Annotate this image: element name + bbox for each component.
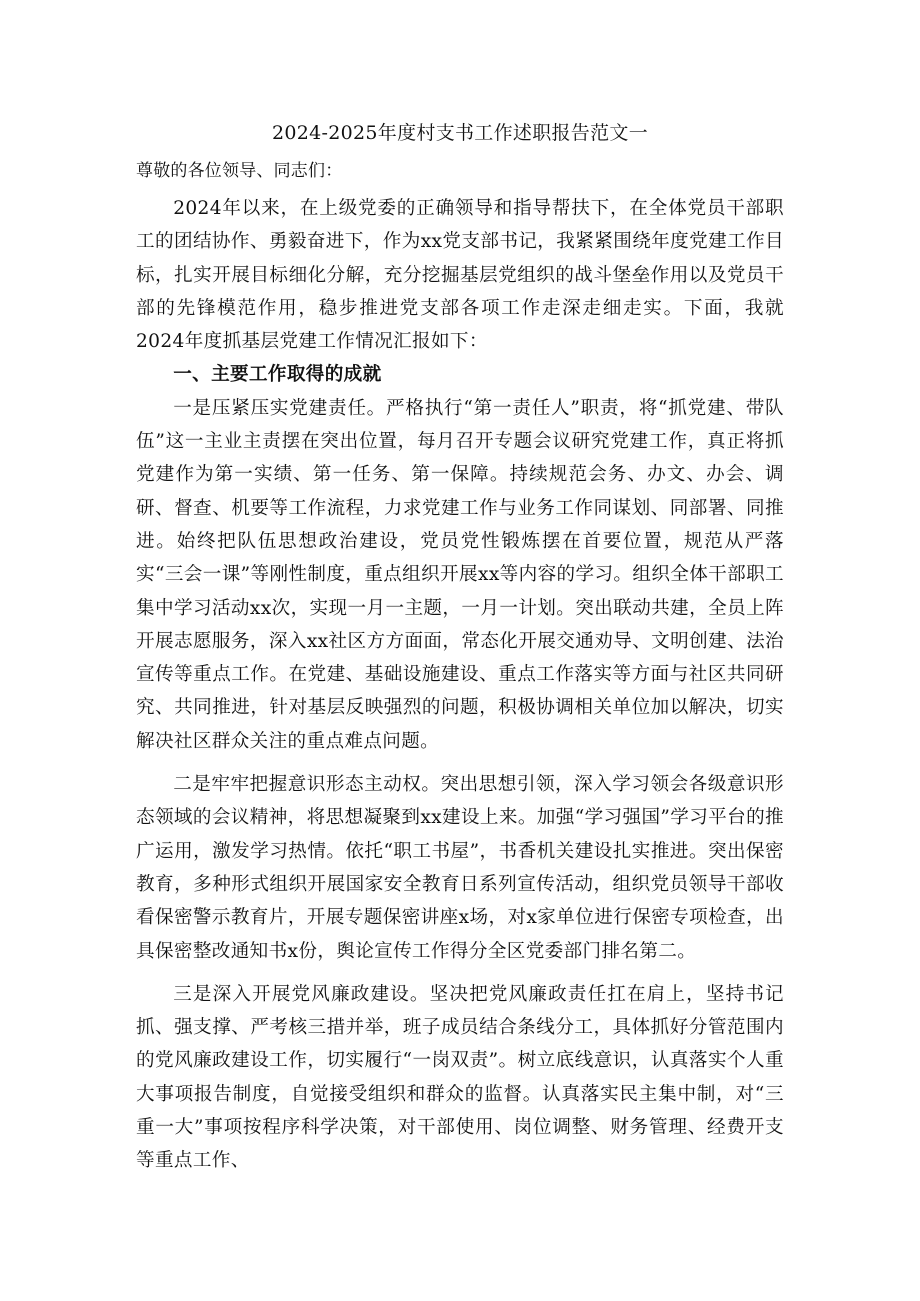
- document-body: [136, 156, 784, 1178]
- section-heading: 一、主要工作取得的成就: [173, 364, 382, 386]
- body-paragraph-3: 三是深入开展党风廉政建设。坚决把党风廉政责任扛在肩上，坚持书记抓、强支撑、严考核三措并举，班子成员结合条线分工，具体抓好分管范围内的党风廉政建设工作，切实履行“一岗双责”。树立底线意识，认真落实个人重大事项报告制度，自觉接受组织和群众的监督。认真落实民主集中制，对“三重一大”事项按程序科学决策，对干部使用、岗位调整、财务管理、经费开支等重点工作、: [136, 983, 784, 1172]
- document-title: 2024-2025年度村支书工作述职报告范文一: [271, 122, 649, 144]
- body-paragraph-2: 二是牢牢把握意识形态主动权。突出思想引领，深入学习领会各级意识形态领域的会议精神，将思想凝聚到xx建设上来。加强“学习强国”学习平台的推广运用，激发学习热情。依托“职工书屋”，书香机关建设扎实推进。突出保密教育，多种形式组织开展国家安全教育日系列宣传活动，组织党员领导干部收看保密警示教育片，开展专题保密讲座x场，对x家单位进行保密专项检查，出具保密整改通知书x份，舆论宣传工作得分全区党委部门排名第二。: [136, 774, 784, 962]
- body-paragraph-1: 一是压紧压实党建责任。严格执行“第一责任人”职责，将“抓党建、带队伍”这一主业主责摆在突出位置，每月召开专题会议研究党建工作，真正将抓党建作为第一实绩、第一任务、第一保障。持续规范会务、办文、办会、调研、督查、机要等工作流程，力求党建工作与业务工作同谋划、同部署、同推进。始终把队伍思想政治建设，党员党性锻炼摆在首要位置，规范从严落实“三会一课”等刚性制度，重点组织开展xx等内容的学习。组织全体干部职工集中学习活动xx次，实现一月一主题，一月一计划。突出联动共建，全员上阵开展志愿服务，深入xx社区方方面面，常态化开展交通劝导、文明创建、法治宣传等重点工作。在党建、基础设施建设、重点工作落实等方面与社区共同研究、共同推进，针对基层反映强烈的问题，积极协调相关单位加以解决，切实解决社区群众关注的重点难点问题。: [136, 397, 784, 752]
- intro-paragraph: 2024年以来，在上级党委的正确领导和指导帮扶下，在全体党员干部职工的团结协作、勇毅奋进下，作为xx党支部书记，我紧紧围绕年度党建工作目标，扎实开展目标细化分解，充分挖掘基层党组织的战斗堡垒作用以及党员干部的先锋模范作用，稳步推进党支部各项工作走深走细走实。下面，我就2024年度抓基层党建工作情况汇报如下：: [136, 198, 784, 353]
- greeting: 尊敬的各位领导、同志们：: [136, 161, 343, 181]
